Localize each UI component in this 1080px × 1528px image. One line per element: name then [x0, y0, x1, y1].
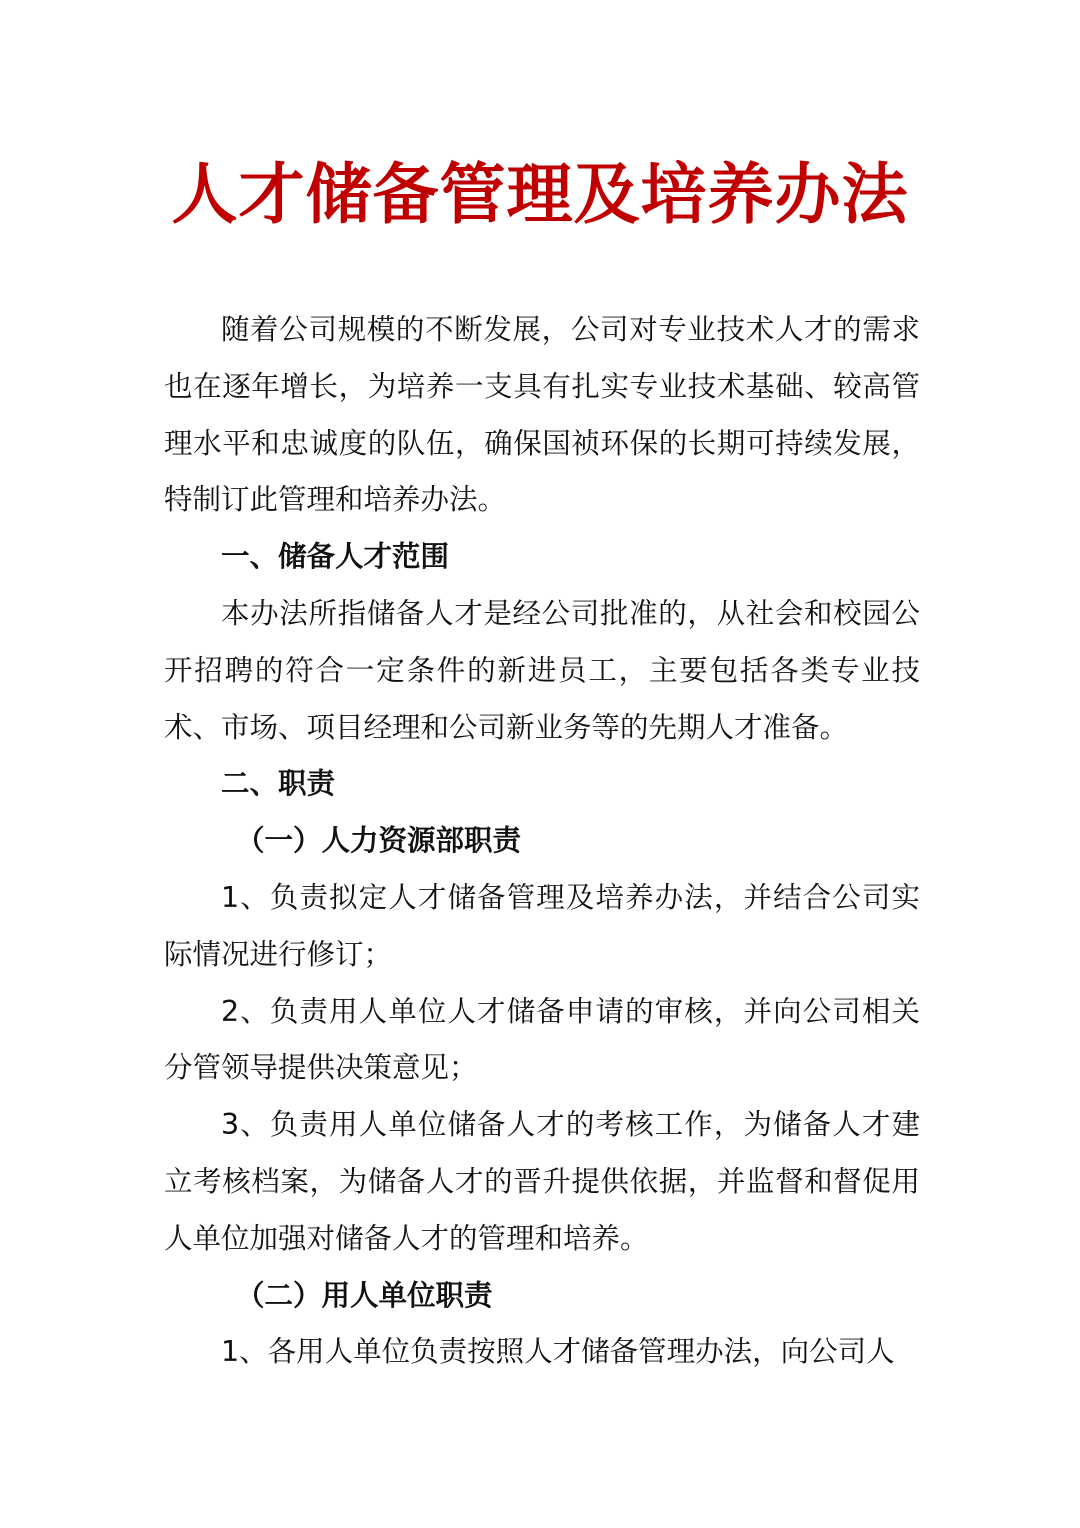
subsection-heading-employer: （二）用人单位职责 [236, 1278, 493, 1312]
employer-duty-item: 1、各用人单位负责按照人才储备管理办法，向公司人 [221, 1335, 895, 1369]
hr-duty-item: 1、负责拟定人才储备管理及培养办法，并结合公司实际情况进行修订； [164, 880, 920, 971]
section-heading-scope: 一、储备人才范围 [221, 540, 450, 574]
document-title: 人才储备管理及培养办法 [171, 156, 909, 233]
hr-duty-item: 3、负责用人单位储备人才的考核工作，为储备人才建立考核档案，为储备人才的晋升提供依据，并监督和督促用人单位加强对储备人才的管理和培养。 [164, 1108, 920, 1255]
document-body [164, 302, 920, 1381]
hr-duty-item: 2、负责用人单位人才储备申请的审核，并向公司相关分管领导提供决策意见； [164, 994, 920, 1085]
subsection-heading-hr: （一）人力资源部职责 [236, 824, 522, 858]
section-heading-duties: 二、职责 [221, 767, 336, 801]
intro-paragraph: 随着公司规模的不断发展，公司对专业技术人才的需求也在逐年增长，为培养一支具有扎实专业技术基础、较高管理水平和忠诚度的队伍，确保国祯环保的长期可持续发展，特制订此管理和培养办法。 [164, 313, 920, 517]
scope-paragraph: 本办法所指储备人才是经公司批准的，从社会和校园公开招聘的符合一定条件的新进员工，主要包括各类专业技术、市场、项目经理和公司新业务等的先期人才准备。 [164, 596, 920, 744]
